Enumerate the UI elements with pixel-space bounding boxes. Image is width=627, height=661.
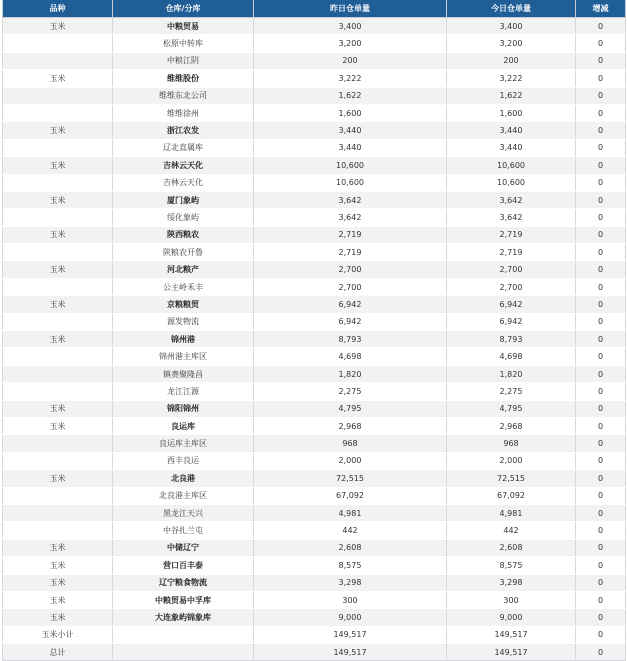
cell-change: 0	[576, 383, 626, 400]
cell-variety: 玉米	[3, 191, 113, 208]
cell-change: 0	[576, 609, 626, 626]
cell-change: 0	[576, 70, 626, 87]
cell-today-volume: 2,000	[447, 452, 576, 469]
cell-yesterday-volume: 4,698	[254, 348, 447, 365]
cell-today-volume: 4,981	[447, 504, 576, 521]
table-row	[3, 365, 626, 382]
cell-change: 0	[576, 591, 626, 608]
cell-today-volume: 1,622	[447, 87, 576, 104]
cell-change: 0	[576, 365, 626, 382]
cell-warehouse: 陕西粮农	[113, 226, 254, 243]
cell-change: 0	[576, 557, 626, 574]
cell-variety	[3, 487, 113, 504]
cell-yesterday-volume: 10,600	[254, 157, 447, 174]
table-row	[3, 417, 626, 434]
table-row	[3, 331, 626, 348]
cell-yesterday-volume: 968	[254, 435, 447, 452]
cell-warehouse: 营口百丰泰	[113, 557, 254, 574]
cell-change: 0	[576, 522, 626, 539]
cell-yesterday-volume: 3,200	[254, 35, 447, 52]
cell-warehouse: 西丰良运	[113, 452, 254, 469]
cell-change: 0	[576, 35, 626, 52]
header-change: 增减	[576, 0, 626, 18]
table-row	[3, 261, 626, 278]
cell-yesterday-volume: 3,400	[254, 18, 447, 35]
table-row	[3, 296, 626, 313]
cell-change: 0	[576, 139, 626, 156]
cell-yesterday-volume: 3,642	[254, 191, 447, 208]
cell-warehouse: 龙江江源	[113, 383, 254, 400]
header-variety: 品种	[3, 0, 113, 18]
cell-change: 0	[576, 226, 626, 243]
cell-variety	[3, 383, 113, 400]
table-row	[3, 191, 626, 208]
table-row	[3, 139, 626, 156]
cell-yesterday-volume: 149,517	[254, 644, 447, 661]
cell-change: 0	[576, 191, 626, 208]
cell-warehouse: 黑龙江天兴	[113, 504, 254, 521]
cell-change: 0	[576, 400, 626, 417]
table-row	[3, 400, 626, 417]
cell-warehouse: 中谷扎兰屯	[113, 522, 254, 539]
cell-variety: 玉米	[3, 331, 113, 348]
cell-yesterday-volume: 3,642	[254, 209, 447, 226]
cell-warehouse: 锦州港	[113, 331, 254, 348]
header-today-volume: 今日仓单量	[447, 0, 576, 18]
cell-today-volume: 67,092	[447, 487, 576, 504]
table-row	[3, 383, 626, 400]
cell-today-volume: 4,698	[447, 348, 576, 365]
cell-variety: 玉米	[3, 539, 113, 556]
cell-warehouse: 维维徐州	[113, 104, 254, 121]
cell-change: 0	[576, 417, 626, 434]
cell-change: 0	[576, 539, 626, 556]
cell-change: 0	[576, 296, 626, 313]
cell-yesterday-volume: 4,981	[254, 504, 447, 521]
cell-yesterday-volume: 67,092	[254, 487, 447, 504]
cell-today-volume: 6,942	[447, 313, 576, 330]
cell-yesterday-volume: 3,222	[254, 70, 447, 87]
cell-warehouse: 北良港主库区	[113, 487, 254, 504]
cell-warehouse: 镇赉聚隆昌	[113, 365, 254, 382]
cell-today-volume: 1,600	[447, 104, 576, 121]
cell-variety: 玉米	[3, 157, 113, 174]
cell-yesterday-volume: 72,515	[254, 470, 447, 487]
cell-today-volume: 968	[447, 435, 576, 452]
cell-warehouse: 松原中转库	[113, 35, 254, 52]
cell-today-volume: 3,200	[447, 35, 576, 52]
cell-change: 0	[576, 104, 626, 121]
cell-change: 0	[576, 470, 626, 487]
table-row	[3, 35, 626, 52]
cell-variety: 玉米	[3, 591, 113, 608]
cell-warehouse: 锦阳锦州	[113, 400, 254, 417]
cell-today-volume: 10,600	[447, 174, 576, 191]
cell-variety	[3, 52, 113, 69]
cell-warehouse: 大连象屿锦象库	[113, 609, 254, 626]
cell-variety	[3, 504, 113, 521]
table-row	[3, 557, 626, 574]
cell-warehouse: 厦门象屿	[113, 191, 254, 208]
cell-warehouse: 河北粮产	[113, 261, 254, 278]
cell-today-volume: 3,642	[447, 209, 576, 226]
table-row	[3, 278, 626, 295]
cell-change: 0	[576, 209, 626, 226]
cell-today-volume: 2,700	[447, 261, 576, 278]
table-row	[3, 591, 626, 608]
cell-yesterday-volume: 2,968	[254, 417, 447, 434]
cell-variety	[3, 522, 113, 539]
table-row	[3, 122, 626, 139]
table-row	[3, 226, 626, 243]
cell-warehouse: 绥化象屿	[113, 209, 254, 226]
table-row	[3, 348, 626, 365]
cell-today-volume: 3,642	[447, 191, 576, 208]
cell-change: 0	[576, 244, 626, 261]
cell-yesterday-volume: 1,622	[254, 87, 447, 104]
cell-warehouse: 公主岭禾丰	[113, 278, 254, 295]
cell-change: 0	[576, 452, 626, 469]
warehouse-receipt-table	[2, 0, 626, 661]
cell-variety	[3, 313, 113, 330]
cell-warehouse: 源发物流	[113, 313, 254, 330]
cell-change: 0	[576, 52, 626, 69]
table-row	[3, 18, 626, 35]
cell-yesterday-volume: 2,700	[254, 261, 447, 278]
table-row	[3, 174, 626, 191]
cell-yesterday-volume: 6,942	[254, 296, 447, 313]
cell-variety	[3, 174, 113, 191]
cell-variety: 玉米	[3, 574, 113, 591]
cell-variety	[3, 348, 113, 365]
table-row	[3, 539, 626, 556]
cell-today-volume: 2,968	[447, 417, 576, 434]
cell-yesterday-volume: 3,440	[254, 139, 447, 156]
cell-today-volume: 2,700	[447, 278, 576, 295]
cell-yesterday-volume: 149,517	[254, 626, 447, 643]
cell-variety	[3, 139, 113, 156]
cell-yesterday-volume: 1,600	[254, 104, 447, 121]
table-row	[3, 52, 626, 69]
cell-today-volume: 2,275	[447, 383, 576, 400]
cell-warehouse: 中粮贸易中孚库	[113, 591, 254, 608]
cell-warehouse: 中粮贸易	[113, 18, 254, 35]
cell-variety	[3, 87, 113, 104]
cell-variety: 玉米	[3, 261, 113, 278]
cell-today-volume: 300	[447, 591, 576, 608]
cell-today-volume: 2,608	[447, 539, 576, 556]
cell-change: 0	[576, 644, 626, 661]
cell-warehouse: 浙江农发	[113, 122, 254, 139]
header-warehouse: 仓库/分库	[113, 0, 254, 18]
table-row	[3, 574, 626, 591]
cell-today-volume: 1,820	[447, 365, 576, 382]
cell-yesterday-volume: 2,608	[254, 539, 447, 556]
table-header	[3, 0, 626, 18]
cell-warehouse: 吉林云天化	[113, 174, 254, 191]
cell-yesterday-volume: 2,719	[254, 226, 447, 243]
table-row	[3, 244, 626, 261]
cell-variety: 玉米	[3, 400, 113, 417]
cell-yesterday-volume: 1,820	[254, 365, 447, 382]
table-row	[3, 609, 626, 626]
header-row	[3, 0, 626, 18]
cell-today-volume: 10,600	[447, 157, 576, 174]
cell-warehouse: 陕粮农开鲁	[113, 244, 254, 261]
cell-variety: 玉米	[3, 122, 113, 139]
cell-today-volume: 72,515	[447, 470, 576, 487]
table-row	[3, 104, 626, 121]
table-row	[3, 157, 626, 174]
table-row	[3, 487, 626, 504]
cell-today-volume: 200	[447, 52, 576, 69]
cell-yesterday-volume: 2,275	[254, 383, 447, 400]
cell-yesterday-volume: 10,600	[254, 174, 447, 191]
table-row	[3, 522, 626, 539]
cell-variety: 玉米	[3, 296, 113, 313]
cell-warehouse: 锦州港主库区	[113, 348, 254, 365]
cell-variety	[3, 209, 113, 226]
table-row	[3, 209, 626, 226]
cell-warehouse: 良运库主库区	[113, 435, 254, 452]
cell-change: 0	[576, 331, 626, 348]
cell-variety: 总计	[3, 644, 113, 661]
cell-variety: 玉米	[3, 18, 113, 35]
cell-change: 0	[576, 174, 626, 191]
table-row	[3, 470, 626, 487]
cell-yesterday-volume: 300	[254, 591, 447, 608]
cell-yesterday-volume: 200	[254, 52, 447, 69]
cell-warehouse	[113, 644, 254, 661]
cell-today-volume: 6,942	[447, 296, 576, 313]
cell-today-volume: 9,000	[447, 609, 576, 626]
cell-today-volume: 149,517	[447, 626, 576, 643]
cell-today-volume: 2,719	[447, 226, 576, 243]
cell-change: 0	[576, 435, 626, 452]
cell-today-volume: 3,400	[447, 18, 576, 35]
cell-yesterday-volume: 442	[254, 522, 447, 539]
cell-warehouse: 中粮江阴	[113, 52, 254, 69]
cell-today-volume: 8,575	[447, 557, 576, 574]
cell-variety: 玉米小计	[3, 626, 113, 643]
cell-change: 0	[576, 122, 626, 139]
cell-variety	[3, 278, 113, 295]
cell-warehouse: 维维东北公司	[113, 87, 254, 104]
cell-today-volume: 149,517	[447, 644, 576, 661]
cell-yesterday-volume: 2,700	[254, 278, 447, 295]
cell-warehouse: 维维股份	[113, 70, 254, 87]
cell-change: 0	[576, 278, 626, 295]
cell-variety: 玉米	[3, 70, 113, 87]
cell-variety	[3, 452, 113, 469]
table-row	[3, 452, 626, 469]
cell-change: 0	[576, 87, 626, 104]
cell-yesterday-volume: 9,000	[254, 609, 447, 626]
cell-today-volume: 4,795	[447, 400, 576, 417]
cell-change: 0	[576, 18, 626, 35]
cell-variety: 玉米	[3, 470, 113, 487]
cell-today-volume: 3,440	[447, 139, 576, 156]
cell-warehouse	[113, 626, 254, 643]
cell-variety: 玉米	[3, 226, 113, 243]
table-row	[3, 70, 626, 87]
cell-warehouse: 京粮粮贸	[113, 296, 254, 313]
cell-yesterday-volume: 8,575	[254, 557, 447, 574]
cell-today-volume: 3,222	[447, 70, 576, 87]
cell-change: 0	[576, 313, 626, 330]
cell-change: 0	[576, 157, 626, 174]
cell-variety	[3, 435, 113, 452]
cell-change: 0	[576, 504, 626, 521]
cell-variety	[3, 365, 113, 382]
cell-warehouse: 吉林云天化	[113, 157, 254, 174]
cell-change: 0	[576, 574, 626, 591]
cell-warehouse: 辽宁粮食物流	[113, 574, 254, 591]
table-row	[3, 313, 626, 330]
cell-yesterday-volume: 6,942	[254, 313, 447, 330]
cell-warehouse: 良运库	[113, 417, 254, 434]
cell-change: 0	[576, 348, 626, 365]
header-yesterday-volume: 昨日仓单量	[254, 0, 447, 18]
table-row	[3, 87, 626, 104]
cell-variety: 玉米	[3, 417, 113, 434]
cell-variety	[3, 104, 113, 121]
table-row	[3, 644, 626, 661]
table-row	[3, 626, 626, 643]
cell-today-volume: 2,719	[447, 244, 576, 261]
cell-warehouse: 北良港	[113, 470, 254, 487]
cell-change: 0	[576, 487, 626, 504]
cell-today-volume: 8,793	[447, 331, 576, 348]
table-row	[3, 435, 626, 452]
cell-yesterday-volume: 3,298	[254, 574, 447, 591]
table-body	[3, 18, 626, 661]
cell-today-volume: 3,298	[447, 574, 576, 591]
cell-variety	[3, 35, 113, 52]
table-row	[3, 504, 626, 521]
cell-variety: 玉米	[3, 609, 113, 626]
cell-warehouse: 辽北直属库	[113, 139, 254, 156]
cell-variety: 玉米	[3, 557, 113, 574]
cell-variety	[3, 244, 113, 261]
cell-yesterday-volume: 8,793	[254, 331, 447, 348]
cell-change: 0	[576, 261, 626, 278]
cell-yesterday-volume: 3,440	[254, 122, 447, 139]
cell-change: 0	[576, 626, 626, 643]
cell-today-volume: 3,440	[447, 122, 576, 139]
cell-warehouse: 中储辽宁	[113, 539, 254, 556]
cell-yesterday-volume: 2,719	[254, 244, 447, 261]
cell-yesterday-volume: 2,000	[254, 452, 447, 469]
cell-today-volume: 442	[447, 522, 576, 539]
cell-yesterday-volume: 4,795	[254, 400, 447, 417]
